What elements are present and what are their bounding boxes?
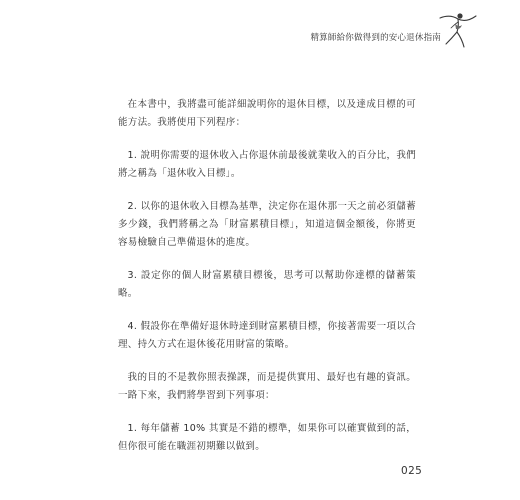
paragraph-intro: 在本書中，我將盡可能詳細說明你的退休目標，以及達成目標的可能方法。我將使用下列程序： [118, 99, 416, 128]
list-item-lesson-1: 1. 每年儲蓄 10% 其實是不錯的標準，如果你可以確實做到的話，但你很可能在職涯初期難以做到。 [118, 423, 416, 452]
running-header-title: 精算師給你做得到的安心退休指南 [310, 33, 441, 43]
page-number: 025 [401, 465, 423, 477]
leaping-figure-illustration [436, 8, 480, 50]
list-item-step-1: 1. 說明你需要的退休收入占你退休前最後就業收入的百分比，我們將之稱為「退休收入目標」。 [118, 150, 416, 179]
list-item-step-2: 2. 以你的退休收入目標為基準，決定你在退休那一天之前必須儲蓄多少錢，我們將稱之為「財富累積目標」，知道這個金額後，你將更容易檢驗自己準備退休的進度。 [118, 201, 416, 248]
list-item-step-4: 4. 假設你在準備好退休時達到財富累積目標，你接著需要一項以合理、持久方式在退休後花用財富的策略。 [118, 321, 416, 350]
body-text [118, 96, 416, 471]
paragraph-purpose: 我的目的不是教你照表操課，而是提供實用、最好也有趣的資訊。一路下來，我們將學習到下列事項： [118, 372, 416, 401]
list-item-step-3: 3. 設定你的個人財富累積目標後，思考可以幫助你達標的儲蓄策略。 [118, 270, 416, 299]
